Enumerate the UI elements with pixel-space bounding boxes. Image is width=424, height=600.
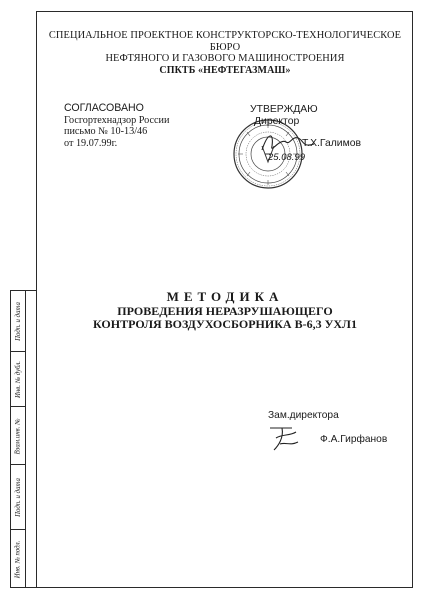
title-line1: ПРОВЕДЕНИЯ НЕРАЗРУШАЮЩЕГО [117, 304, 333, 318]
side-stamp-cell [10, 465, 26, 530]
side-stamp-label: Взам.инв. № [14, 418, 22, 454]
approved-date: 25.08.99 [268, 152, 305, 163]
side-stamp-blank-column [26, 290, 36, 588]
side-stamp-label: Инв. № подл. [14, 540, 22, 578]
side-stamp-label: Инв. № дубл. [14, 360, 22, 399]
agreed-letter-number: письмо № 10-13/46 [64, 126, 148, 138]
deputy-signature [262, 420, 312, 454]
approved-block [250, 104, 362, 163]
title-line2: КОНТРОЛЯ ВОЗДУХОСБОРНИКА В-6,3 УХЛ1 [93, 317, 357, 331]
approved-heading: УТВЕРЖДАЮ [250, 104, 318, 115]
side-stamp-label: Подп. и дата [14, 478, 22, 517]
org-short-name: СПКТБ «НЕФТЕГАЗМАШ» [159, 64, 291, 76]
agreed-authority: Госгортехнадзор России [64, 114, 170, 126]
side-stamp-cell [10, 407, 26, 465]
agreed-letter-date: от 19.07.99г. [64, 137, 118, 149]
document-title [40, 290, 410, 331]
approved-name: Т.Х.Галимов [302, 138, 362, 149]
director-signature [258, 128, 318, 158]
agreed-heading: СОГЛАСОВАНО [64, 102, 144, 114]
deputy-role: Зам.директора [268, 410, 339, 421]
agreed-block [64, 103, 169, 149]
approved-role: Директор [254, 115, 300, 127]
org-name-line1: СПЕЦИАЛЬНОЕ ПРОЕКТНОЕ КОНСТРУКТОРСКО-ТЕХНОЛОГИЧЕСКОЕ БЮРО [48, 30, 402, 53]
side-stamp-cell [10, 530, 26, 588]
org-name-line2: НЕФТЯНОГО И ГАЗОВОГО МАШИНОСТРОЕНИЯ [105, 53, 345, 64]
side-stamp-cell [10, 352, 26, 407]
side-stamp-cell [10, 290, 26, 352]
deputy-name: Ф.А.Гирфанов [320, 434, 388, 445]
title-main: МЕТОДИКА [166, 289, 284, 304]
organization-header [40, 30, 410, 76]
side-stamp-label: Подп. и дата [14, 301, 22, 341]
